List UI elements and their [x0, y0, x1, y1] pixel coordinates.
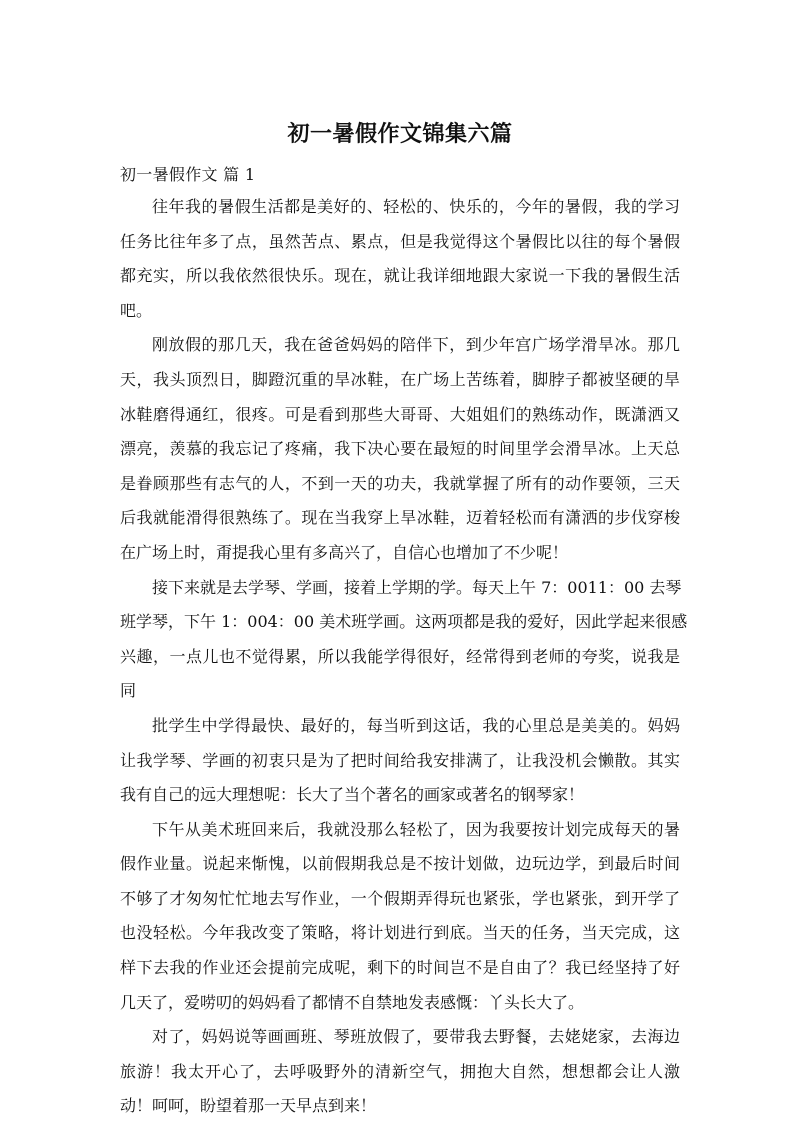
- paragraph-line: 在广场上时，甭提我心里有多高兴了，自信心也增加了不少呢！: [120, 542, 569, 562]
- paragraph-line: 几天了，爱唠叨的妈妈看了都情不自禁地发表感慨：丫头长大了。: [120, 992, 585, 1012]
- paragraph: [120, 571, 688, 709]
- paragraph-line: 批学生中学得最快、最好的，每当听到这话，我的心里总是美美的。妈妈: [152, 715, 680, 735]
- paragraph-line: 刚放假的那几天，我在爸爸妈妈的陪伴下，到少年宫广场学滑旱冰。那几: [152, 335, 680, 355]
- paragraph-line: 兴趣，一点儿也不觉得累，所以我能学得很好，经常得到老师的夸奖，说我是: [120, 646, 680, 666]
- paragraph-line: 让我学琴、学画的初衷只是为了把时间给我安排满了，让我没机会懒散。其实: [120, 750, 680, 770]
- paragraph-line: 往年我的暑假生活都是美好的、轻松的、快乐的，今年的暑假，我的学习: [152, 197, 680, 216]
- document-title: 初一暑假作文锦集六篇: [287, 122, 513, 147]
- paragraph-line: 同: [120, 681, 137, 701]
- paragraph-line: 我有自己的远大理想呢：长大了当个著名的画家或著名的钢琴家！: [120, 785, 585, 805]
- paragraph: [120, 813, 680, 1021]
- document-body: [120, 190, 688, 1124]
- paragraph-line: 接下来就是去学琴、学画，接着上学期的学。每天上午 7：0011：00 去琴: [152, 577, 682, 597]
- paragraph-line: 假作业量。说起来惭愧，以前假期我总是不按计划做，边玩边学，到最后时间: [120, 854, 680, 874]
- paragraph: [120, 328, 680, 570]
- paragraph-line: 后我就能滑得很熟练了。现在当我穿上旱冰鞋，迈着轻松而有潇洒的步伐穿梭: [120, 508, 680, 528]
- paragraph: [120, 190, 680, 328]
- paragraph-line: 天，我头顶烈日，脚蹬沉重的旱冰鞋，在广场上苦练着，脚脖子都被坚硬的旱: [120, 369, 680, 389]
- paragraph-line: 下午从美术班回来后，我就没那么轻松了，因为我要按计划完成每天的暑: [152, 819, 680, 839]
- paragraph-line: 都充实，所以我依然很快乐。现在，就让我详细地跟大家说一下我的暑假生活: [120, 266, 680, 286]
- paragraph-line: 也没轻松。今年我改变了策略，将计划进行到底。当天的任务，当天完成，这: [120, 923, 680, 943]
- paragraph-line: 吧。: [120, 300, 153, 320]
- paragraph-line: 旅游！我太开心了，去呼吸野外的清新空气，拥抱大自然，想想都会让人激: [120, 1061, 680, 1081]
- paragraph-line: 任务比往年多了点，虽然苦点、累点，但是我觉得这个暑假比以往的每个暑假: [120, 231, 680, 251]
- paragraph-line: 冰鞋磨得通红，很疼。可是看到那些大哥哥、大姐姐们的熟练动作，既潇洒又: [120, 404, 680, 424]
- paragraph-line: 样下去我的作业还会提前完成呢，剩下的时间岂不是自由了？我已经坚持了好: [120, 958, 680, 978]
- paragraph: [120, 709, 680, 813]
- paragraph-line: 动！呵呵，盼望着那一天早点到来！: [120, 1096, 377, 1116]
- paragraph: [120, 1020, 680, 1124]
- paragraph-line: 对了，妈妈说等画画班、琴班放假了，要带我去野餐，去姥姥家，去海边: [152, 1027, 680, 1047]
- section-heading: 初一暑假作文 篇 1: [120, 165, 256, 184]
- paragraph-line: 不够了才匆匆忙忙地去写作业，一个假期弄得玩也紧张，学也紧张，到开学了: [120, 888, 680, 908]
- paragraph-line: 班学琴，下午 1：004：00 美术班学画。这两项都是我的爱好，因此学起来很感: [120, 612, 688, 632]
- paragraph-line: 漂亮，羡慕的我忘记了疼痛，我下决心要在最短的时间里学会滑旱冰。上天总: [120, 439, 680, 459]
- paragraph-line: 是眷顾那些有志气的人，不到一天的功夫，我就掌握了所有的动作要领，三天: [120, 473, 680, 493]
